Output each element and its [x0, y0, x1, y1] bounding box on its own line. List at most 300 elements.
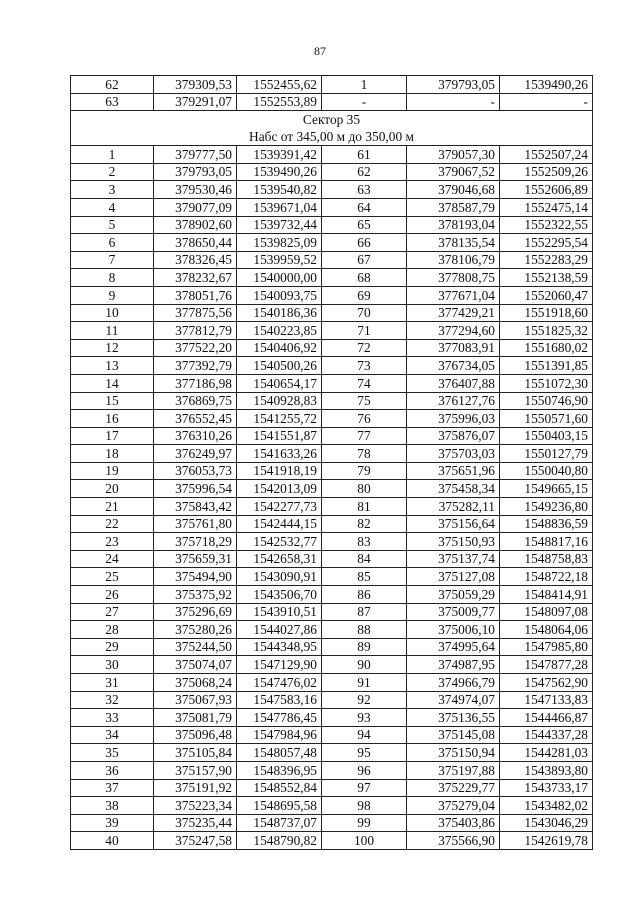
point-number-cell: 91 [322, 674, 407, 692]
x-coordinate-cell: 376869,75 [154, 392, 237, 410]
table-row [71, 269, 593, 287]
point-number-cell: 27 [71, 603, 154, 621]
y-coordinate-cell: 1548695,58 [237, 797, 322, 815]
point-number-cell: 81 [322, 498, 407, 516]
y-coordinate-cell: 1550746,90 [500, 392, 593, 410]
point-number-cell: 82 [322, 515, 407, 533]
y-coordinate-cell: 1544466,87 [500, 709, 593, 727]
point-number-cell: 9 [71, 286, 154, 304]
table-row [71, 251, 593, 269]
x-coordinate-cell: 375081,79 [154, 709, 237, 727]
y-coordinate-cell: 1547877,28 [500, 656, 593, 674]
x-coordinate-cell: 377186,98 [154, 374, 237, 392]
x-coordinate-cell: 378135,54 [407, 234, 500, 252]
point-number-cell: 79 [322, 462, 407, 480]
y-coordinate-cell: 1540654,17 [237, 374, 322, 392]
x-coordinate-cell: 375157,90 [154, 761, 237, 779]
y-coordinate-cell: 1552138,59 [500, 269, 593, 287]
point-number-cell: 36 [71, 761, 154, 779]
point-number-cell: 12 [71, 339, 154, 357]
y-coordinate-cell: 1548057,48 [237, 744, 322, 762]
y-coordinate-cell: 1548396,95 [237, 761, 322, 779]
y-coordinate-cell: 1547985,80 [500, 638, 593, 656]
y-coordinate-cell: 1539490,26 [237, 163, 322, 181]
point-number-cell: 16 [71, 410, 154, 428]
y-coordinate-cell: 1544281,03 [500, 744, 593, 762]
y-coordinate-cell: 1548737,07 [237, 814, 322, 832]
point-number-cell: 7 [71, 251, 154, 269]
y-coordinate-cell: 1551918,60 [500, 304, 593, 322]
point-number-cell: 95 [322, 744, 407, 762]
x-coordinate-cell: 375244,50 [154, 638, 237, 656]
x-coordinate-cell: 375150,94 [407, 744, 500, 762]
x-coordinate-cell: 376249,97 [154, 445, 237, 463]
y-coordinate-cell: 1549665,15 [500, 480, 593, 498]
point-number-cell: 83 [322, 533, 407, 551]
page-number: 87 [314, 44, 326, 58]
table-row [71, 480, 593, 498]
x-coordinate-cell: 379530,46 [154, 181, 237, 199]
x-coordinate-cell: 378193,04 [407, 216, 500, 234]
table-row [71, 286, 593, 304]
point-number-cell: 21 [71, 498, 154, 516]
y-coordinate-cell: 1539671,04 [237, 198, 322, 216]
point-number-cell: 5 [71, 216, 154, 234]
x-coordinate-cell: - [407, 93, 500, 111]
point-number-cell: 78 [322, 445, 407, 463]
x-coordinate-cell: 377671,04 [407, 286, 500, 304]
x-coordinate-cell: 379291,07 [154, 93, 237, 111]
point-number-cell: 71 [322, 322, 407, 340]
sector-subtitle: Набс от 345,00 м до 350,00 м [249, 129, 414, 145]
point-number-cell: 76 [322, 410, 407, 428]
point-number-cell: 38 [71, 797, 154, 815]
x-coordinate-cell: 375067,93 [154, 691, 237, 709]
point-number-cell: 63 [322, 181, 407, 199]
point-number-cell: 11 [71, 322, 154, 340]
x-coordinate-cell: 375105,84 [154, 744, 237, 762]
point-number-cell: 15 [71, 392, 154, 410]
point-number-cell: 32 [71, 691, 154, 709]
table-row [71, 586, 593, 604]
y-coordinate-cell: 1543733,17 [500, 779, 593, 797]
x-coordinate-cell: 378587,79 [407, 198, 500, 216]
point-number-cell: 1 [322, 76, 407, 94]
table-row [71, 234, 593, 252]
point-number-cell: 13 [71, 357, 154, 375]
table-row [71, 761, 593, 779]
y-coordinate-cell: 1547583,16 [237, 691, 322, 709]
point-number-cell: 34 [71, 726, 154, 744]
point-number-cell: 31 [71, 674, 154, 692]
point-number-cell: 77 [322, 427, 407, 445]
x-coordinate-cell: 377392,79 [154, 357, 237, 375]
x-coordinate-cell: 377083,91 [407, 339, 500, 357]
x-coordinate-cell: 375127,08 [407, 568, 500, 586]
table-row [71, 779, 593, 797]
x-coordinate-cell: 375458,34 [407, 480, 500, 498]
x-coordinate-cell: 375279,04 [407, 797, 500, 815]
x-coordinate-cell: 375137,74 [407, 550, 500, 568]
x-coordinate-cell: 375718,29 [154, 533, 237, 551]
y-coordinate-cell: 1542658,31 [237, 550, 322, 568]
point-number-cell: 67 [322, 251, 407, 269]
x-coordinate-cell: 375566,90 [407, 832, 500, 850]
y-coordinate-cell: 1547129,90 [237, 656, 322, 674]
table-row [71, 621, 593, 639]
point-number-cell: 26 [71, 586, 154, 604]
table-row [71, 674, 593, 692]
y-coordinate-cell: 1543893,80 [500, 761, 593, 779]
y-coordinate-cell: 1541255,72 [237, 410, 322, 428]
y-coordinate-cell: 1539540,82 [237, 181, 322, 199]
point-number-cell: 65 [322, 216, 407, 234]
x-coordinate-cell: 375059,29 [407, 586, 500, 604]
point-number-cell: 14 [71, 374, 154, 392]
y-coordinate-cell: 1548817,16 [500, 533, 593, 551]
table-row [71, 357, 593, 375]
table-row [71, 656, 593, 674]
y-coordinate-cell: 1551391,85 [500, 357, 593, 375]
table-row [71, 498, 593, 516]
y-coordinate-cell: 1548758,83 [500, 550, 593, 568]
y-coordinate-cell: 1544027,86 [237, 621, 322, 639]
y-coordinate-cell: 1548097,08 [500, 603, 593, 621]
x-coordinate-cell: 379793,05 [154, 163, 237, 181]
y-coordinate-cell: 1541633,26 [237, 445, 322, 463]
x-coordinate-cell: 377812,79 [154, 322, 237, 340]
table-row [71, 814, 593, 832]
table-row [71, 146, 593, 164]
point-number-cell: 19 [71, 462, 154, 480]
point-number-cell: 89 [322, 638, 407, 656]
y-coordinate-cell: 1548722,18 [500, 568, 593, 586]
table-row [71, 76, 593, 94]
table-row [71, 322, 593, 340]
y-coordinate-cell: 1542532,77 [237, 533, 322, 551]
x-coordinate-cell: 377875,56 [154, 304, 237, 322]
x-coordinate-cell: 375009,77 [407, 603, 500, 621]
point-number-cell: 4 [71, 198, 154, 216]
x-coordinate-cell: 375074,07 [154, 656, 237, 674]
y-coordinate-cell: 1540500,26 [237, 357, 322, 375]
point-number-cell: 100 [322, 832, 407, 850]
y-coordinate-cell: 1540093,75 [237, 286, 322, 304]
y-coordinate-cell: 1550127,79 [500, 445, 593, 463]
y-coordinate-cell: 1547133,83 [500, 691, 593, 709]
y-coordinate-cell: 1550040,80 [500, 462, 593, 480]
y-coordinate-cell: 1551825,32 [500, 322, 593, 340]
table-row [71, 392, 593, 410]
y-coordinate-cell: 1552475,14 [500, 198, 593, 216]
point-number-cell: 96 [322, 761, 407, 779]
x-coordinate-cell: 376407,88 [407, 374, 500, 392]
y-coordinate-cell: 1543910,51 [237, 603, 322, 621]
y-coordinate-cell: 1547562,90 [500, 674, 593, 692]
y-coordinate-cell: 1543482,02 [500, 797, 593, 815]
y-coordinate-cell: 1542277,73 [237, 498, 322, 516]
x-coordinate-cell: 377429,21 [407, 304, 500, 322]
point-number-cell: 84 [322, 550, 407, 568]
point-number-cell: 23 [71, 533, 154, 551]
table-row [71, 797, 593, 815]
top-rows [71, 76, 593, 111]
sector-rows [71, 146, 593, 850]
y-coordinate-cell: 1540406,92 [237, 339, 322, 357]
y-coordinate-cell: 1550403,15 [500, 427, 593, 445]
y-coordinate-cell: 1552322,55 [500, 216, 593, 234]
x-coordinate-cell: 379077,09 [154, 198, 237, 216]
point-number-cell: 97 [322, 779, 407, 797]
x-coordinate-cell: 378232,67 [154, 269, 237, 287]
x-coordinate-cell: 375247,58 [154, 832, 237, 850]
y-coordinate-cell: 1552295,54 [500, 234, 593, 252]
x-coordinate-cell: 375235,44 [154, 814, 237, 832]
point-number-cell: 6 [71, 234, 154, 252]
y-coordinate-cell: 1543506,70 [237, 586, 322, 604]
x-coordinate-cell: 375096,48 [154, 726, 237, 744]
table-row [71, 638, 593, 656]
x-coordinate-cell: 375703,03 [407, 445, 500, 463]
x-coordinate-cell: 376734,05 [407, 357, 500, 375]
point-number-cell: 73 [322, 357, 407, 375]
point-number-cell: 10 [71, 304, 154, 322]
x-coordinate-cell: 379046,68 [407, 181, 500, 199]
table-row [71, 339, 593, 357]
x-coordinate-cell: 376552,45 [154, 410, 237, 428]
x-coordinate-cell: 379057,30 [407, 146, 500, 164]
x-coordinate-cell: 376310,26 [154, 427, 237, 445]
point-number-cell: 3 [71, 181, 154, 199]
y-coordinate-cell: 1541551,87 [237, 427, 322, 445]
point-number-cell: 22 [71, 515, 154, 533]
point-number-cell: 86 [322, 586, 407, 604]
x-coordinate-cell: 379793,05 [407, 76, 500, 94]
y-coordinate-cell: 1551680,02 [500, 339, 593, 357]
x-coordinate-cell: 377294,60 [407, 322, 500, 340]
y-coordinate-cell: 1544348,95 [237, 638, 322, 656]
table-row [71, 181, 593, 199]
table-row [71, 832, 593, 850]
table-row [71, 603, 593, 621]
x-coordinate-cell: 374995,64 [407, 638, 500, 656]
point-number-cell: 70 [322, 304, 407, 322]
x-coordinate-cell: 375229,77 [407, 779, 500, 797]
point-number-cell: 80 [322, 480, 407, 498]
point-number-cell: 30 [71, 656, 154, 674]
y-coordinate-cell: 1547476,02 [237, 674, 322, 692]
y-coordinate-cell: 1543046,29 [500, 814, 593, 832]
table-row [71, 93, 593, 111]
x-coordinate-cell: 378106,79 [407, 251, 500, 269]
point-number-cell: 28 [71, 621, 154, 639]
point-number-cell: 18 [71, 445, 154, 463]
point-number-cell: 75 [322, 392, 407, 410]
y-coordinate-cell: 1548064,06 [500, 621, 593, 639]
table-row [71, 216, 593, 234]
x-coordinate-cell: 375136,55 [407, 709, 500, 727]
sector-heading-cell [71, 111, 593, 146]
x-coordinate-cell: 374987,95 [407, 656, 500, 674]
table-row [71, 691, 593, 709]
coordinates-table [70, 75, 593, 850]
y-coordinate-cell: 1551072,30 [500, 374, 593, 392]
y-coordinate-cell: 1550571,60 [500, 410, 593, 428]
y-coordinate-cell: 1543090,91 [237, 568, 322, 586]
point-number-cell: 90 [322, 656, 407, 674]
x-coordinate-cell: 375068,24 [154, 674, 237, 692]
x-coordinate-cell: 375282,11 [407, 498, 500, 516]
x-coordinate-cell: 376127,76 [407, 392, 500, 410]
x-coordinate-cell: 379067,52 [407, 163, 500, 181]
table-row [71, 198, 593, 216]
point-number-cell: 68 [322, 269, 407, 287]
x-coordinate-cell: 375280,26 [154, 621, 237, 639]
y-coordinate-cell: 1542619,78 [500, 832, 593, 850]
x-coordinate-cell: 375191,92 [154, 779, 237, 797]
x-coordinate-cell: 379777,50 [154, 146, 237, 164]
y-coordinate-cell: 1548552,84 [237, 779, 322, 797]
point-number-cell: 85 [322, 568, 407, 586]
table-row [71, 462, 593, 480]
y-coordinate-cell: 1539959,52 [237, 251, 322, 269]
point-number-cell: 20 [71, 480, 154, 498]
point-number-cell: 25 [71, 568, 154, 586]
table-row [71, 445, 593, 463]
y-coordinate-cell: 1541918,19 [237, 462, 322, 480]
x-coordinate-cell: 375494,90 [154, 568, 237, 586]
point-number-cell: 62 [322, 163, 407, 181]
point-number-cell: 35 [71, 744, 154, 762]
table-row [71, 568, 593, 586]
point-number-cell: 74 [322, 374, 407, 392]
point-number-cell: 39 [71, 814, 154, 832]
x-coordinate-cell: 378051,76 [154, 286, 237, 304]
y-coordinate-cell: 1552283,29 [500, 251, 593, 269]
point-number-cell: 66 [322, 234, 407, 252]
x-coordinate-cell: 375156,64 [407, 515, 500, 533]
y-coordinate-cell: 1548790,82 [237, 832, 322, 850]
point-number-cell: 24 [71, 550, 154, 568]
x-coordinate-cell: 375197,88 [407, 761, 500, 779]
point-number-cell: 98 [322, 797, 407, 815]
y-coordinate-cell: 1540223,85 [237, 322, 322, 340]
point-number-cell: 87 [322, 603, 407, 621]
y-coordinate-cell: 1544337,28 [500, 726, 593, 744]
y-coordinate-cell: 1549236,80 [500, 498, 593, 516]
y-coordinate-cell: 1552509,26 [500, 163, 593, 181]
point-number-cell: 72 [322, 339, 407, 357]
point-number-cell: 29 [71, 638, 154, 656]
table-row [71, 163, 593, 181]
point-number-cell: 63 [71, 93, 154, 111]
point-number-cell: 2 [71, 163, 154, 181]
table-row [71, 726, 593, 744]
x-coordinate-cell: 375659,31 [154, 550, 237, 568]
y-coordinate-cell: 1539732,44 [237, 216, 322, 234]
y-coordinate-cell: 1552606,89 [500, 181, 593, 199]
sector-header [71, 111, 593, 146]
y-coordinate-cell: 1540000,00 [237, 269, 322, 287]
x-coordinate-cell: 378326,45 [154, 251, 237, 269]
y-coordinate-cell: 1552455,62 [237, 76, 322, 94]
table-row [71, 533, 593, 551]
x-coordinate-cell: 375996,54 [154, 480, 237, 498]
table-row [71, 515, 593, 533]
y-coordinate-cell: 1552507,24 [500, 146, 593, 164]
x-coordinate-cell: 376053,73 [154, 462, 237, 480]
y-coordinate-cell: 1552060,47 [500, 286, 593, 304]
table-row [71, 374, 593, 392]
x-coordinate-cell: 377808,75 [407, 269, 500, 287]
point-number-cell: 8 [71, 269, 154, 287]
y-coordinate-cell: 1540928,83 [237, 392, 322, 410]
point-number-cell: 40 [71, 832, 154, 850]
x-coordinate-cell: 377522,20 [154, 339, 237, 357]
x-coordinate-cell: 374974,07 [407, 691, 500, 709]
table-row [71, 550, 593, 568]
table-row [71, 304, 593, 322]
point-number-cell: 61 [322, 146, 407, 164]
table-row [71, 744, 593, 762]
y-coordinate-cell: 1539825,09 [237, 234, 322, 252]
x-coordinate-cell: 375876,07 [407, 427, 500, 445]
point-number-cell: 1 [71, 146, 154, 164]
point-number-cell: 17 [71, 427, 154, 445]
point-number-cell: 99 [322, 814, 407, 832]
x-coordinate-cell: 375761,80 [154, 515, 237, 533]
y-coordinate-cell: 1548836,59 [500, 515, 593, 533]
table-row [71, 410, 593, 428]
x-coordinate-cell: 375375,92 [154, 586, 237, 604]
x-coordinate-cell: 375145,08 [407, 726, 500, 744]
point-number-cell: 64 [322, 198, 407, 216]
x-coordinate-cell: 378650,44 [154, 234, 237, 252]
x-coordinate-cell: 379309,53 [154, 76, 237, 94]
x-coordinate-cell: 374966,79 [407, 674, 500, 692]
x-coordinate-cell: 375996,03 [407, 410, 500, 428]
x-coordinate-cell: 375150,93 [407, 533, 500, 551]
point-number-cell: - [322, 93, 407, 111]
y-coordinate-cell: 1547786,45 [237, 709, 322, 727]
point-number-cell: 33 [71, 709, 154, 727]
y-coordinate-cell: 1547984,96 [237, 726, 322, 744]
x-coordinate-cell: 378902,60 [154, 216, 237, 234]
y-coordinate-cell: 1542013,09 [237, 480, 322, 498]
table-row [71, 709, 593, 727]
y-coordinate-cell: 1552553,89 [237, 93, 322, 111]
point-number-cell: 88 [322, 621, 407, 639]
x-coordinate-cell: 375651,96 [407, 462, 500, 480]
point-number-cell: 62 [71, 76, 154, 94]
x-coordinate-cell: 375296,69 [154, 603, 237, 621]
x-coordinate-cell: 375223,34 [154, 797, 237, 815]
point-number-cell: 93 [322, 709, 407, 727]
y-coordinate-cell: 1539490,26 [500, 76, 593, 94]
point-number-cell: 37 [71, 779, 154, 797]
point-number-cell: 69 [322, 286, 407, 304]
sector-header-row [71, 111, 593, 146]
table-row [71, 427, 593, 445]
y-coordinate-cell: - [500, 93, 593, 111]
x-coordinate-cell: 375403,86 [407, 814, 500, 832]
y-coordinate-cell: 1539391,42 [237, 146, 322, 164]
x-coordinate-cell: 375843,42 [154, 498, 237, 516]
point-number-cell: 92 [322, 691, 407, 709]
sector-title: Сектор 35 [302, 112, 361, 128]
y-coordinate-cell: 1542444,15 [237, 515, 322, 533]
y-coordinate-cell: 1548414,91 [500, 586, 593, 604]
